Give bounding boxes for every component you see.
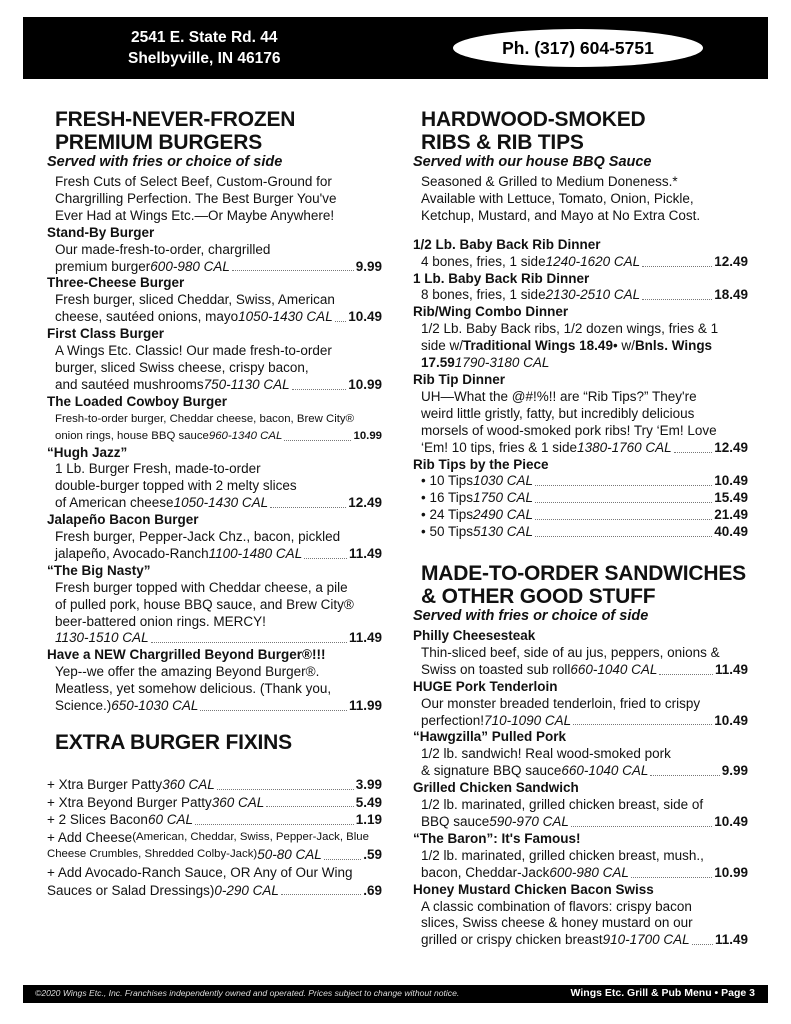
calorie-info: 960-1340 CAL	[208, 429, 283, 442]
description-text: 1/2 lb. marinated, grilled chicken breast, side of	[421, 797, 704, 813]
description-text: bacon, Cheddar-Jack	[421, 864, 550, 880]
item-name: 1 Lb. Baby Back Rib Dinner	[413, 270, 590, 286]
dotted-leader	[535, 524, 712, 537]
section-title: HARDWOOD-SMOKED	[421, 108, 646, 131]
item-price: 12.49	[714, 253, 748, 269]
dotted-leader	[335, 309, 347, 322]
item-description-line	[47, 882, 382, 900]
item-description-line	[413, 473, 748, 490]
menu-item	[413, 524, 748, 541]
address	[128, 27, 281, 69]
calorie-info: 60 CAL	[147, 812, 193, 828]
dotted-leader	[292, 377, 347, 390]
item-name: Jalapeño Bacon Burger	[47, 512, 199, 528]
menu-item	[47, 445, 382, 513]
calorie-info: 590-970 CAL	[489, 813, 569, 829]
dotted-leader	[631, 865, 712, 878]
item-description-line	[413, 440, 748, 457]
description-text: onion rings, house BBQ sauce	[55, 429, 209, 442]
dotted-leader	[270, 495, 346, 508]
footer-bar	[23, 985, 768, 1003]
item-name: “The Baron”: It's Famous!	[413, 830, 581, 846]
description-text: Science.)	[55, 698, 112, 714]
description-text: + Xtra Burger Patty	[47, 777, 163, 792]
item-description-line	[413, 355, 748, 372]
menu-item	[47, 811, 382, 829]
item-description-line	[47, 529, 382, 546]
item-price: 18.49	[714, 287, 748, 303]
calorie-info: 1750 CAL	[473, 490, 534, 506]
menu-item	[47, 794, 382, 812]
menu-item	[413, 729, 748, 780]
menu-item-list	[47, 776, 382, 899]
description-text: burger, sliced Swiss cheese, crispy bacon,	[55, 359, 309, 375]
item-description-line	[413, 406, 748, 423]
calorie-info: 600-980 CAL	[150, 258, 230, 274]
item-price: 10.49	[348, 309, 382, 325]
item-description-line	[413, 338, 748, 355]
menu-item-list	[413, 237, 748, 541]
description-text: 1/2 Lb. Baby Back ribs, 1/2 dozen wings, fries & 1	[421, 321, 719, 337]
item-description-line	[413, 254, 748, 271]
item-description-line	[47, 292, 382, 309]
menu-section	[47, 108, 382, 715]
item-description-line	[47, 478, 382, 495]
footer-legal: ©2020 Wings Etc., Inc. Franchises independently owned and operated. Prices subject to change without notice.	[35, 988, 460, 998]
description-text: and sautéed mushrooms	[55, 376, 204, 392]
description-text: grilled or crispy chicken breast	[421, 932, 603, 948]
dotted-leader	[642, 287, 712, 300]
calorie-info: 1790-3180 CAL	[454, 355, 550, 371]
item-price: 21.49	[714, 507, 748, 523]
calorie-info: 710-1090 CAL	[484, 712, 572, 728]
menu-item	[413, 882, 748, 950]
menu-item	[47, 225, 382, 276]
dotted-leader	[284, 428, 351, 441]
description-text: • 50 Tips	[421, 524, 474, 540]
description-text: • 16 Tips	[421, 490, 474, 506]
dotted-leader	[281, 882, 361, 896]
item-description-line	[47, 242, 382, 259]
item-description-line	[47, 846, 382, 864]
small-text: Cheese Crumbles, Shredded Colby-Jack)	[47, 848, 258, 861]
description-text: Sauces or Salad Dressings)	[47, 882, 215, 898]
description-text: Fresh-to-order burger, Cheddar cheese, bacon, Brew City®	[55, 412, 354, 425]
menu-item	[413, 831, 748, 882]
item-description-line	[47, 811, 382, 829]
item-description-line	[413, 490, 748, 507]
dotted-leader	[200, 698, 347, 711]
description-text: premium burger	[55, 258, 151, 274]
item-name: “Hugh Jazz”	[47, 444, 128, 460]
small-text: (American, Cheddar, Swiss, Pepper-Jack, Blue	[132, 830, 369, 843]
description-text: • 10 Tips	[421, 473, 474, 489]
description-text: double-burger topped with 2 melty slices	[55, 478, 297, 494]
dotted-leader	[232, 259, 354, 272]
section-title: MADE-TO-ORDER SANDWICHES	[421, 562, 746, 585]
item-description-line	[413, 662, 748, 679]
dotted-leader	[266, 794, 353, 808]
description-text: A classic combination of flavors: crispy bacon	[421, 898, 692, 914]
description-text: Meatless, yet somehow delicious. (Thank you,	[55, 681, 332, 697]
description-text: 4 bones, fries, 1 side	[421, 253, 546, 269]
calorie-info: 1240-1620 CAL	[545, 253, 641, 269]
item-description-line	[413, 848, 748, 865]
section-subtitle: Served with our house BBQ Sauce	[413, 154, 652, 170]
dotted-leader	[571, 814, 712, 827]
description-text: BBQ sauce	[421, 813, 490, 829]
description-text: morsels of wood-smoked pork ribs! Try ‘Em! Love	[421, 422, 717, 438]
calorie-info: 1100-1480 CAL	[208, 545, 303, 561]
item-description-line	[413, 645, 748, 662]
calorie-info: 1050-1430 CAL	[238, 309, 333, 325]
item-description-line	[413, 389, 748, 406]
item-description-line	[413, 932, 748, 949]
description-text: 8 bones, fries, 1 side	[421, 287, 546, 303]
item-price: 10.99	[353, 429, 382, 442]
section-title: PREMIUM BURGERS	[55, 131, 263, 154]
calorie-info: 1130-1510 CAL	[55, 630, 149, 646]
item-description-line	[47, 343, 382, 360]
menu-item	[47, 829, 382, 864]
dotted-leader	[324, 846, 361, 860]
item-name: Stand-By Burger	[47, 224, 155, 240]
item-name: Rib Tip Dinner	[413, 371, 506, 387]
menu-item-list	[413, 628, 748, 949]
description-text: ‘Em! 10 tips, fries & 1 side	[421, 439, 578, 455]
description-text: + Xtra Beyond Burger Patty	[47, 794, 212, 810]
calorie-info: 50-80 CAL	[257, 847, 322, 863]
menu-item	[413, 507, 748, 524]
calorie-info: 750-1130 CAL	[203, 376, 290, 392]
item-description-line	[413, 915, 748, 932]
calorie-info: 360 CAL	[162, 777, 215, 792]
item-description-line	[47, 630, 382, 647]
calorie-info: 0-290 CAL	[214, 882, 279, 898]
item-description-line	[413, 763, 748, 780]
item-description-line	[47, 681, 382, 698]
item-description-line	[413, 814, 748, 831]
description-text: weird little gristly, fatty, but incredibly delicious	[421, 405, 695, 421]
item-description-line	[413, 321, 748, 338]
section-subtitle: Served with fries or choice of side	[47, 154, 283, 170]
item-name: First Class Burger	[47, 326, 165, 342]
description-text: Thin-sliced beef, side of au jus, peppers, onions &	[421, 644, 720, 660]
item-price: .59	[363, 847, 382, 863]
item-price: 12.49	[714, 439, 748, 455]
item-description-line	[47, 614, 382, 631]
menu-item	[413, 490, 748, 507]
phone-number: Ph. (317) 604-5751	[453, 29, 703, 67]
calorie-info: 910-1700 CAL	[602, 932, 690, 948]
section-title: EXTRA BURGER FIXINS	[55, 731, 292, 754]
dotted-leader	[195, 811, 354, 825]
item-price: 40.49	[714, 524, 748, 540]
menu-item	[413, 304, 748, 372]
description-text: & signature BBQ sauce	[421, 763, 562, 779]
menu-item	[413, 679, 748, 730]
menu-item	[47, 864, 382, 899]
description-text: jalapeño, Avocado-Ranch	[55, 545, 209, 561]
description-text: + Add Avocado-Ranch Sauce, OR Any of Our Wing	[47, 864, 353, 880]
menu-item	[47, 512, 382, 563]
description-text: of American cheese	[55, 495, 174, 511]
dotted-leader	[659, 662, 713, 675]
dotted-leader	[573, 713, 712, 726]
dotted-leader	[304, 546, 347, 559]
item-price: 12.49	[348, 495, 382, 511]
item-description-line	[47, 664, 382, 681]
description-text: of pulled pork, house BBQ sauce, and Brew City®	[55, 596, 354, 612]
item-name: Have a NEW Chargrilled Beyond Burger®!!!	[47, 647, 326, 663]
item-description-line	[47, 461, 382, 478]
item-description-line	[413, 696, 748, 713]
menu-item	[47, 394, 382, 445]
item-price: 3.99	[355, 777, 382, 792]
description-text: beer-battered onion rings. MERCY!	[55, 613, 266, 629]
calorie-info: 1030 CAL	[473, 473, 534, 489]
item-price: 11.49	[348, 630, 382, 646]
item-price: 15.49	[714, 490, 748, 506]
dotted-leader	[674, 440, 713, 453]
description-text: Our monster breaded tenderloin, fried to crispy	[421, 695, 701, 711]
menu-item	[47, 275, 382, 326]
dotted-leader	[642, 254, 712, 267]
bold-price-text: 17.59	[421, 355, 455, 371]
menu-item	[47, 563, 382, 648]
dotted-leader	[151, 630, 347, 643]
menu-item	[413, 628, 748, 679]
description-text: Fresh burger, Pepper-Jack Chz., bacon, pickled	[55, 529, 341, 545]
dotted-leader	[535, 490, 712, 503]
item-description-line	[413, 899, 748, 916]
calorie-info: 650-1030 CAL	[111, 698, 199, 714]
description-text: • w/	[612, 338, 635, 354]
description-text: Our made-fresh-to-order, chargrilled	[55, 241, 271, 257]
item-name: Rib/Wing Combo Dinner	[413, 304, 569, 320]
item-name: HUGE Pork Tenderloin	[413, 678, 558, 694]
item-description-line	[413, 524, 748, 541]
item-description-line	[47, 411, 382, 428]
menu-item	[47, 326, 382, 394]
description-text: cheese, sautéed onions, mayo	[55, 309, 239, 325]
item-name: The Loaded Cowboy Burger	[47, 393, 228, 409]
dotted-leader	[217, 776, 354, 790]
item-description-line	[47, 377, 382, 394]
menu-item	[47, 647, 382, 715]
item-name: Philly Cheesesteak	[413, 628, 536, 643]
item-description-line	[47, 259, 382, 276]
item-description-line	[413, 507, 748, 524]
item-description-line	[413, 713, 748, 730]
item-description-line	[47, 309, 382, 326]
dotted-leader	[692, 932, 713, 945]
description-text: slices, Swiss cheese & honey mustard on our	[421, 915, 693, 931]
calorie-info: 660-1040 CAL	[570, 661, 658, 677]
description-text: side w/	[421, 338, 464, 354]
intro-line: Fresh Cuts of Select Beef, Custom-Ground for	[55, 174, 332, 189]
item-description-line	[413, 746, 748, 763]
item-price: 10.99	[348, 376, 382, 392]
item-price: 5.49	[355, 794, 382, 810]
footer-page-label: Wings Etc. Grill & Pub Menu • Page 3	[570, 987, 755, 999]
menu-section	[413, 562, 748, 949]
item-price: 11.99	[348, 698, 382, 714]
menu-section	[413, 108, 748, 541]
description-text: + Add Cheese	[47, 829, 133, 845]
menu-item	[413, 271, 748, 305]
item-description-line	[47, 597, 382, 614]
menu-item-list	[47, 225, 382, 715]
item-description-line	[47, 829, 382, 847]
calorie-info: 600-980 CAL	[549, 864, 629, 880]
item-description-line	[47, 864, 382, 882]
calorie-info: 660-1040 CAL	[561, 763, 649, 779]
section-intro	[47, 174, 382, 225]
description-text: Yep--we offer the amazing Beyond Burger®.	[55, 664, 320, 680]
intro-line: Ketchup, Mustard, and Mayo at No Extra Cost.	[421, 207, 701, 223]
intro-line: Ever Had at Wings Etc.—Or Maybe Anywhere!	[55, 207, 335, 223]
item-price: 10.49	[714, 712, 748, 728]
description-text: 1 Lb. Burger Fresh, made-to-order	[55, 461, 261, 477]
description-text: • 24 Tips	[421, 507, 474, 523]
menu-item	[47, 776, 382, 794]
menu-item	[413, 780, 748, 831]
item-description-line	[413, 797, 748, 814]
item-description-line	[413, 423, 748, 440]
intro-line: Seasoned & Grilled to Medium Doneness.*	[421, 174, 678, 189]
intro-line: Chargrilling Perfection. The Best Burger You've	[55, 190, 337, 206]
description-text: Fresh burger, sliced Cheddar, Swiss, American	[55, 292, 335, 308]
item-description-line	[47, 546, 382, 563]
item-price: 9.99	[721, 763, 748, 779]
item-name: “Hawgzilla” Pulled Pork	[413, 729, 567, 745]
section-title: & OTHER GOOD STUFF	[421, 585, 656, 608]
section-subtitle: Served with fries or choice of side	[413, 608, 649, 624]
item-price: 10.99	[714, 864, 748, 880]
item-description-line	[47, 580, 382, 597]
calorie-info: 1380-1760 CAL	[577, 439, 672, 455]
item-name: Grilled Chicken Sandwich	[413, 780, 579, 796]
calorie-info: 1050-1430 CAL	[173, 495, 269, 511]
item-price: 11.49	[714, 661, 748, 677]
dotted-leader	[535, 507, 712, 520]
item-description-line	[413, 865, 748, 882]
item-name: Rib Tips by the Piece	[413, 456, 549, 472]
item-description-line	[47, 698, 382, 715]
item-price: 11.49	[348, 545, 382, 561]
description-text: perfection!	[421, 712, 485, 728]
section-title: RIBS & RIB TIPS	[421, 131, 584, 154]
item-price: 9.99	[355, 258, 382, 274]
item-price: 11.49	[714, 932, 748, 948]
section-intro	[413, 174, 748, 225]
item-description-line	[47, 495, 382, 512]
section-title: FRESH-NEVER-FROZEN	[55, 108, 296, 131]
item-description-line	[47, 360, 382, 377]
menu-item	[413, 237, 748, 271]
description-text: + 2 Slices Bacon	[47, 812, 148, 828]
description-text: 1/2 lb. marinated, grilled chicken breast, mush.,	[421, 847, 704, 863]
item-price: 10.49	[714, 813, 748, 829]
item-price: .69	[363, 882, 382, 898]
address-line1: 2541 E. State Rd. 44	[131, 29, 278, 46]
item-name: 1/2 Lb. Baby Back Rib Dinner	[413, 236, 601, 252]
calorie-info: 2490 CAL	[473, 507, 534, 523]
calorie-info: 5130 CAL	[473, 524, 534, 540]
description-text: A Wings Etc. Classic! Our made fresh-to-order	[55, 343, 332, 359]
address-line2: Shelbyville, IN 46176	[128, 50, 281, 67]
intro-line: Available with Lettuce, Tomato, Onion, Pickle,	[421, 190, 694, 206]
item-description-line	[47, 776, 382, 794]
dotted-leader	[650, 763, 719, 776]
item-name: “The Big Nasty”	[47, 562, 151, 578]
item-description-line	[47, 428, 382, 445]
description-text: Fresh burger topped with Cheddar cheese, a pile	[55, 579, 348, 595]
bold-price-text: Traditional Wings 18.49	[463, 338, 613, 354]
description-text: Swiss on toasted sub roll	[421, 661, 571, 677]
description-text: 1/2 lb. sandwich! Real wood-smoked pork	[421, 746, 671, 762]
calorie-info: 2130-2510 CAL	[545, 287, 641, 303]
menu-item	[413, 372, 748, 457]
dotted-leader	[535, 473, 712, 486]
item-price: 10.49	[714, 473, 748, 489]
item-description-line	[47, 794, 382, 812]
item-name: Honey Mustard Chicken Bacon Swiss	[413, 881, 654, 897]
menu-section	[47, 731, 382, 899]
item-description-line	[413, 287, 748, 304]
calorie-info: 360 CAL	[211, 794, 265, 810]
item-name: Three-Cheese Burger	[47, 275, 185, 291]
item-price: 1.19	[355, 812, 382, 828]
bold-price-text: Bnls. Wings	[634, 338, 713, 354]
menu-item	[413, 457, 748, 491]
description-text: UH—What the @#!%!! are “Rib Tips?” They're	[421, 388, 697, 404]
header-bar	[23, 17, 768, 79]
